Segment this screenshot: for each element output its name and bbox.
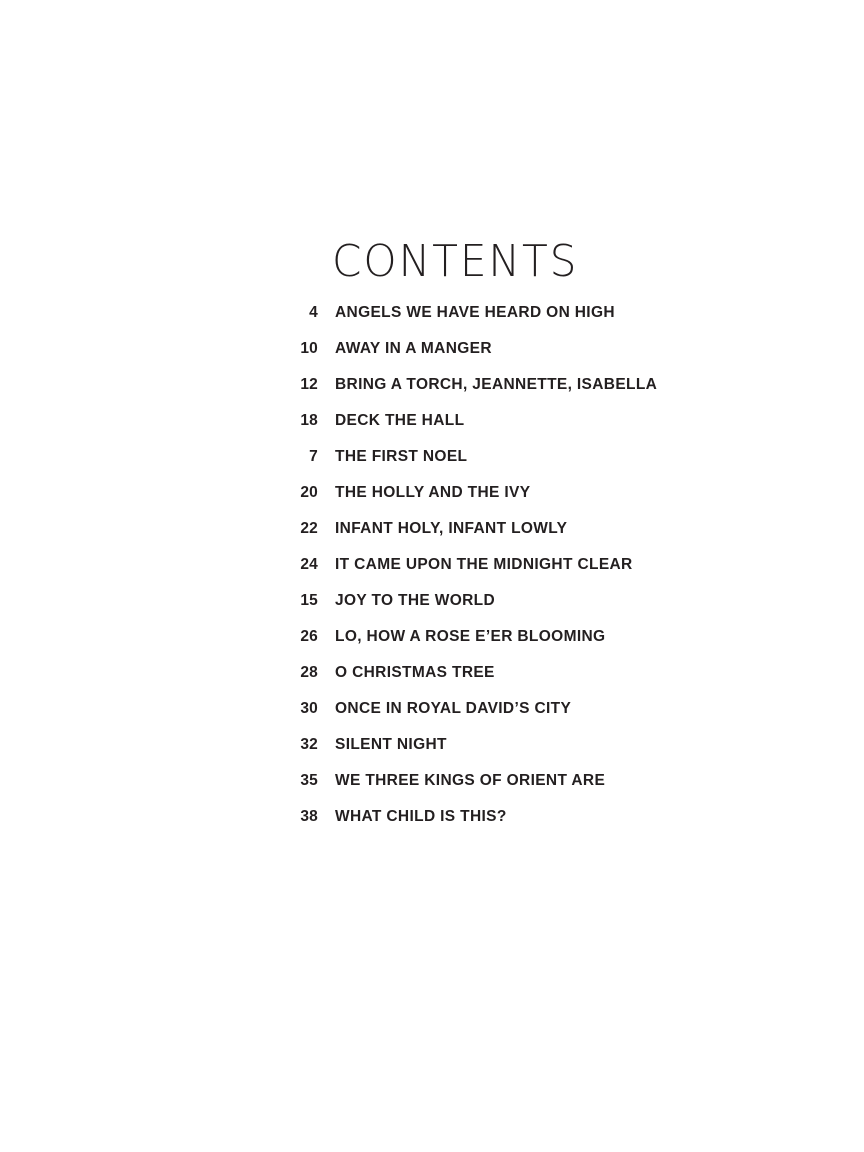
toc-entry-title: INFANT HOLY, INFANT LOWLY: [335, 520, 568, 538]
list-item: [270, 448, 790, 484]
list-item: [270, 376, 790, 412]
toc-page-number: 26: [300, 628, 318, 646]
list-item: [270, 484, 790, 520]
toc-list: [270, 304, 790, 844]
toc-entry-title: WE THREE KINGS OF ORIENT ARE: [335, 772, 606, 790]
list-item: [270, 304, 790, 340]
toc-page-number: 7: [309, 448, 318, 466]
toc-page-number: 32: [300, 736, 318, 754]
toc-page-number: 15: [300, 592, 318, 610]
toc-entry-title: SILENT NIGHT: [335, 736, 447, 754]
toc-entry-title: ANGELS WE HAVE HEARD ON HIGH: [335, 304, 615, 322]
toc-page-number: 10: [300, 340, 318, 358]
toc-page-number: 4: [309, 304, 318, 322]
list-item: [270, 808, 790, 844]
list-item: [270, 556, 790, 592]
toc-entry-title: WHAT CHILD IS THIS?: [335, 808, 507, 826]
list-item: [270, 736, 790, 772]
toc-entry-title: JOY TO THE WORLD: [335, 592, 496, 610]
toc-page-number: 28: [300, 664, 318, 682]
list-item: [270, 520, 790, 556]
toc-page-number: 22: [300, 520, 318, 538]
toc-entry-title: BRING A TORCH, JEANNETTE, ISABELLA: [335, 376, 658, 394]
toc-page-number: 12: [300, 376, 318, 394]
table-of-contents: [270, 238, 790, 844]
toc-entry-title: AWAY IN A MANGER: [335, 340, 492, 358]
list-item: [270, 664, 790, 700]
page-title: CONTENTS: [332, 236, 579, 287]
toc-page-number: 38: [300, 808, 318, 826]
list-item: [270, 700, 790, 736]
list-item: [270, 592, 790, 628]
list-item: [270, 412, 790, 448]
list-item: [270, 340, 790, 376]
toc-entry-title: O CHRISTMAS TREE: [335, 664, 495, 682]
toc-page-number: 18: [300, 412, 318, 430]
toc-entry-title: ONCE IN ROYAL DAVID’S CITY: [335, 700, 572, 718]
toc-page-number: 35: [300, 772, 318, 790]
toc-page-number: 24: [300, 556, 318, 574]
toc-entry-title: IT CAME UPON THE MIDNIGHT CLEAR: [335, 556, 633, 574]
toc-entry-title: THE FIRST NOEL: [335, 448, 468, 466]
toc-entry-title: LO, HOW A ROSE E’ER BLOOMING: [335, 628, 606, 646]
list-item: [270, 772, 790, 808]
toc-page-number: 30: [300, 700, 318, 718]
toc-entry-title: DECK THE HALL: [335, 412, 465, 430]
list-item: [270, 628, 790, 664]
toc-entry-title: THE HOLLY AND THE IVY: [335, 484, 531, 502]
toc-page-number: 20: [300, 484, 318, 502]
